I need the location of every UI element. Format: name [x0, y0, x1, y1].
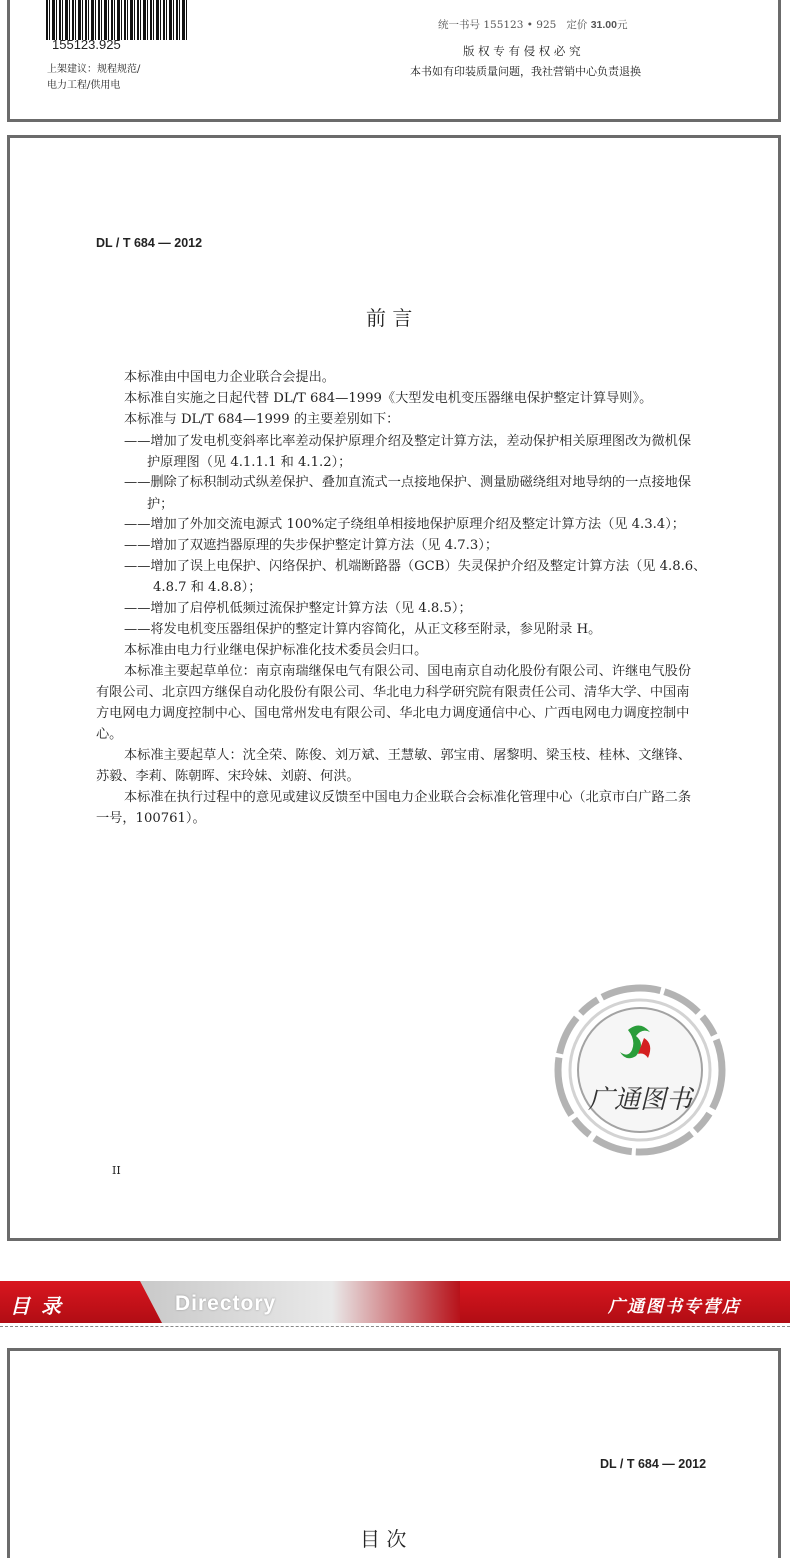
- unified-book-number: 统一书号 155123 • 925 定价 31.00元: [438, 19, 628, 31]
- page-title: 前 言: [366, 306, 413, 330]
- seal-text: 广通图书: [587, 1085, 693, 1115]
- list-item: ——增加了外加交流电源式 100%定子绕组单相接地保护原理介绍及整定计算方法（见 4.3.4）；: [124, 517, 685, 532]
- banner-divider: [0, 1326, 790, 1327]
- banner-directory-label: Directory: [175, 1292, 277, 1315]
- list-item-cont: 护原理图（见 4.1.1.1 和 4.1.2）；: [147, 455, 352, 470]
- list-item: ——增加了发电机变斜率比率差动保护原理介绍及整定计算方法，差动保护相关原理图改为微机保: [124, 434, 692, 449]
- paragraph: 本标准与 DL/T 684—1999 的主要差别如下：: [124, 412, 400, 427]
- store-seal-watermark: [548, 978, 732, 1162]
- paragraph: 本标准主要起草人：沈全荣、陈俊、刘万斌、王慧敏、郭宝甫、屠黎明、梁玉枝、桂林、文继锋、: [124, 748, 692, 763]
- paragraph: 本标准在执行过程中的意见或建议反馈至中国电力企业联合会标准化管理中心（北京市白广路二条: [124, 790, 692, 805]
- paragraph-cont: 心。: [96, 727, 123, 742]
- barcode-image: [46, 0, 188, 40]
- list-item: ——删除了标积制动式纵差保护、叠加直流式一点接地保护、测量励磁绕组对地导纳的一点接地保: [124, 475, 692, 490]
- paragraph-cont: 方电网电力调度控制中心、国电常州发电有限公司、华北电力调度通信中心、广西电网电力调度控制中: [96, 706, 690, 721]
- shelf-suggestion-line1: 上架建议：规程规范/: [47, 64, 141, 75]
- copyright-notice: 版 权 专 有 侵 权 必 究: [463, 44, 581, 58]
- paragraph: 本标准主要起草单位：南京南瑞继保电气有限公司、国电南京自动化股份有限公司、许继电气股份: [124, 664, 692, 679]
- paragraph-cont: 一号，100761）。: [96, 811, 206, 826]
- banner-left-label: 目 录: [10, 1294, 63, 1318]
- shelf-suggestion-line2: 电力工程/供用电: [47, 80, 121, 91]
- list-item: ——增加了误上电保护、闪络保护、机端断路器（GCB）失灵保护介绍及整定计算方法（见 4.8.6、: [124, 559, 707, 574]
- list-item-cont: 4.8.7 和 4.8.8）；: [153, 580, 262, 595]
- quality-note: 本书如有印装质量问题，我社营销中心负责退换: [410, 65, 641, 78]
- paragraph: 本标准自实施之日起代替 DL/T 684—1999《大型发电机变压器继电保护整定计算导则》。: [124, 391, 653, 406]
- list-item: ——增加了启停机低频过流保护整定计算方法（见 4.8.5）；: [124, 601, 472, 616]
- paragraph-cont: 苏毅、李莉、陈朝晖、宋玲妹、刘蔚、何洪。: [96, 769, 360, 784]
- paragraph-cont: 有限公司、北京四方继保自动化股份有限公司、华北电力科学研究院有限责任公司、清华大学、中国南: [96, 685, 690, 700]
- standard-code: DL / T 684 — 2012: [96, 236, 203, 250]
- store-name: 广通图书专营店: [608, 1297, 741, 1317]
- price-value: 31.00: [590, 19, 617, 31]
- paragraph: 本标准由电力行业继电保护标准化技术委员会归口。: [124, 643, 428, 658]
- directory-banner: [0, 1281, 790, 1329]
- paragraph: 本标准由中国电力企业联合会提出。: [124, 370, 335, 385]
- toc-standard-code: DL / T 684 — 2012: [600, 1457, 707, 1471]
- barcode-number: 155123.925: [52, 37, 121, 52]
- list-item: ——将发电机变压器组保护的整定计算内容简化，从正文移至附录，参见附录 H。: [124, 622, 602, 637]
- toc-title: 目 次: [360, 1527, 407, 1551]
- list-item-cont: 护；: [147, 497, 174, 512]
- list-item: ——增加了双遮挡器原理的失步保护整定计算方法（见 4.7.3）；: [124, 538, 499, 553]
- page-number: II: [112, 1164, 121, 1177]
